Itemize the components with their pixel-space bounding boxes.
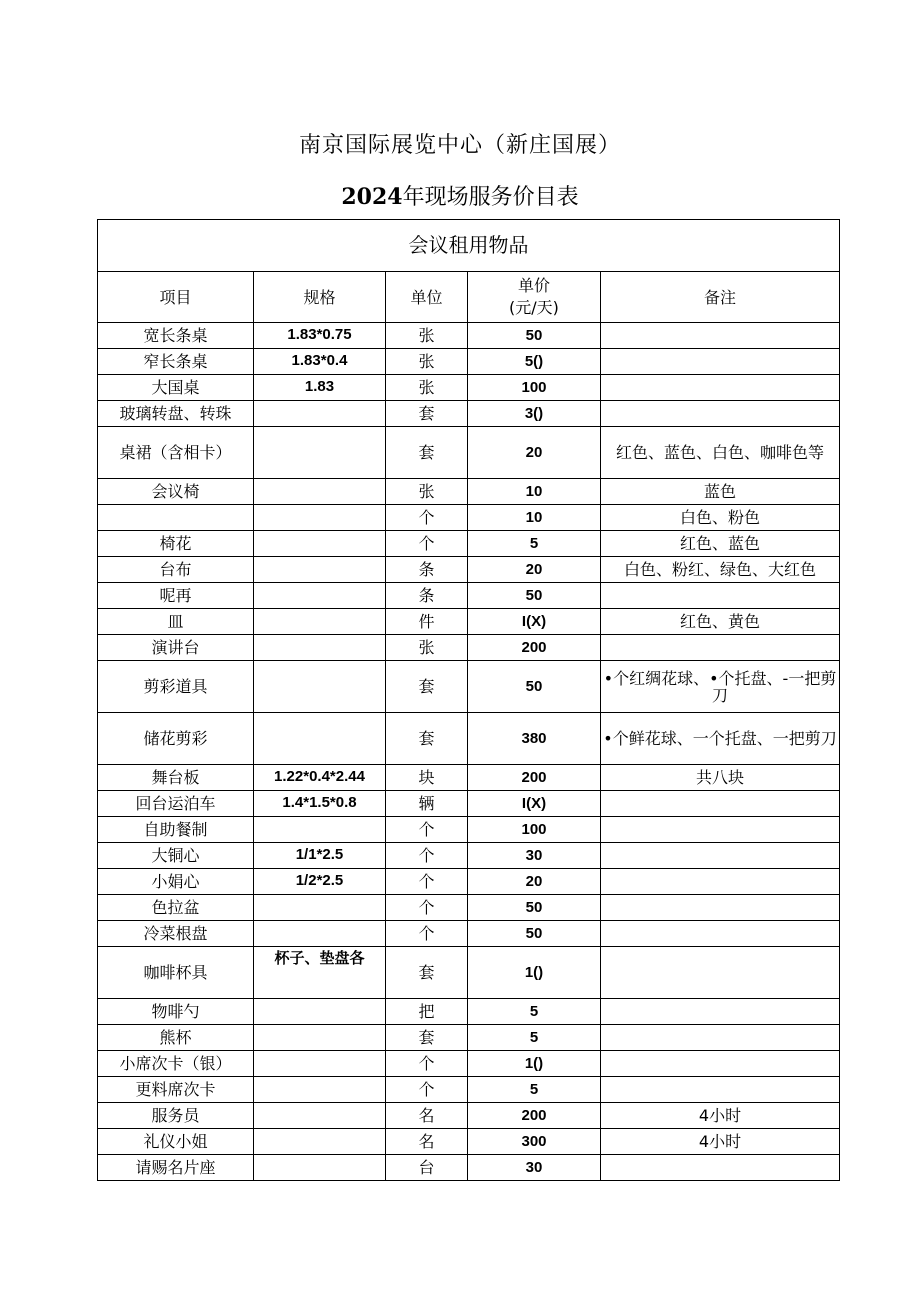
row-unit: 个	[386, 1077, 468, 1103]
row-note	[601, 583, 840, 609]
row-spec	[254, 1103, 386, 1129]
row-item: 自助餐制	[98, 817, 254, 843]
row-price: 50	[468, 323, 601, 349]
row-spec	[254, 713, 386, 765]
row-spec	[254, 1025, 386, 1051]
row-spec	[254, 999, 386, 1025]
row-unit: 个	[386, 895, 468, 921]
row-item: 呢再	[98, 583, 254, 609]
row-note: •个红绸花球、•个托盘、-一把剪刀	[601, 661, 840, 713]
row-price: 5	[468, 531, 601, 557]
row-price: 30	[468, 1155, 601, 1181]
row-price: 100	[468, 817, 601, 843]
row-note	[601, 869, 840, 895]
table-row	[98, 1129, 840, 1155]
row-unit: 套	[386, 713, 468, 765]
row-price: I(X)	[468, 609, 601, 635]
subtitle-text: 年现场服务价目表	[402, 185, 579, 210]
row-unit: 台	[386, 1155, 468, 1181]
table-row	[98, 583, 840, 609]
table-row	[98, 713, 840, 765]
row-note: 4小时	[601, 1129, 840, 1155]
row-price: 10	[468, 479, 601, 505]
row-price: 50	[468, 661, 601, 713]
row-note: 共八块	[601, 765, 840, 791]
table-row	[98, 895, 840, 921]
row-spec: 1.4*1.5*0.8	[254, 791, 386, 817]
row-item: 窄长条桌	[98, 349, 254, 375]
row-spec	[254, 427, 386, 479]
row-unit: 个	[386, 531, 468, 557]
category-header: 会议租用物品	[98, 220, 840, 272]
row-spec	[254, 609, 386, 635]
table-row	[98, 427, 840, 479]
row-item: 皿	[98, 609, 254, 635]
row-item: 咖啡杯具	[98, 947, 254, 999]
row-unit: 张	[386, 349, 468, 375]
table-row	[98, 661, 840, 713]
row-note	[601, 895, 840, 921]
table-row	[98, 349, 840, 375]
row-note: 4小时	[601, 1103, 840, 1129]
table-row	[98, 635, 840, 661]
row-item: 小娟心	[98, 869, 254, 895]
table-row	[98, 765, 840, 791]
row-spec	[254, 583, 386, 609]
row-item: 桌裙（含相卡）	[98, 427, 254, 479]
row-note: 蓝色	[601, 479, 840, 505]
row-spec: 1.83	[254, 375, 386, 401]
row-unit: 条	[386, 583, 468, 609]
table-row	[98, 1051, 840, 1077]
row-price: I(X)	[468, 791, 601, 817]
row-unit: 张	[386, 323, 468, 349]
table-row	[98, 479, 840, 505]
row-note	[601, 843, 840, 869]
row-note: •个鲜花球、一个托盘、一把剪刀	[601, 713, 840, 765]
row-spec	[254, 1155, 386, 1181]
row-note: 白色、粉色	[601, 505, 840, 531]
row-spec: 杯子、垫盘各	[254, 947, 386, 999]
row-unit: 个	[386, 921, 468, 947]
row-spec: 1.83*0.75	[254, 323, 386, 349]
row-unit: 个	[386, 843, 468, 869]
table-row	[98, 609, 840, 635]
row-price: 3()	[468, 401, 601, 427]
row-item: 宽长条桌	[98, 323, 254, 349]
row-spec	[254, 557, 386, 583]
row-note	[601, 791, 840, 817]
row-item: 小席次卡（银）	[98, 1051, 254, 1077]
row-item: 台布	[98, 557, 254, 583]
row-spec	[254, 895, 386, 921]
row-item: 更料席次卡	[98, 1077, 254, 1103]
row-spec	[254, 401, 386, 427]
row-note	[601, 401, 840, 427]
table-row	[98, 1103, 840, 1129]
row-item: 椅花	[98, 531, 254, 557]
row-item: 会议椅	[98, 479, 254, 505]
row-unit: 套	[386, 947, 468, 999]
row-note	[601, 1051, 840, 1077]
row-price: 200	[468, 765, 601, 791]
row-price: 50	[468, 583, 601, 609]
row-price: 50	[468, 921, 601, 947]
table-row	[98, 323, 840, 349]
table-row	[98, 1025, 840, 1051]
subtitle-year: 2024	[341, 184, 403, 210]
table-row	[98, 999, 840, 1025]
row-unit: 套	[386, 427, 468, 479]
row-spec	[254, 661, 386, 713]
row-item: 大国桌	[98, 375, 254, 401]
header-price-label: 单价	[517, 276, 550, 295]
table-row	[98, 817, 840, 843]
header-item: 项目	[98, 272, 254, 323]
row-price: 20	[468, 869, 601, 895]
row-unit: 个	[386, 1051, 468, 1077]
row-item: 熊杯	[98, 1025, 254, 1051]
row-spec: 1/1*2.5	[254, 843, 386, 869]
row-price: 5()	[468, 349, 601, 375]
row-item: 物啡勺	[98, 999, 254, 1025]
row-item: 回台运泊车	[98, 791, 254, 817]
row-price: 100	[468, 375, 601, 401]
row-price: 20	[468, 557, 601, 583]
row-note	[601, 947, 840, 999]
row-note	[601, 817, 840, 843]
row-item	[98, 505, 254, 531]
table-row	[98, 1077, 840, 1103]
row-unit: 张	[386, 635, 468, 661]
row-item: 舞台板	[98, 765, 254, 791]
row-price: 200	[468, 1103, 601, 1129]
row-note: 红色、蓝色、白色、咖啡色等	[601, 427, 840, 479]
row-unit: 个	[386, 817, 468, 843]
row-note	[601, 1077, 840, 1103]
row-price: 50	[468, 895, 601, 921]
row-price: 200	[468, 635, 601, 661]
row-unit: 个	[386, 505, 468, 531]
row-price: 30	[468, 843, 601, 869]
table-row	[98, 869, 840, 895]
row-price: 1()	[468, 947, 601, 999]
table-row	[98, 921, 840, 947]
row-note	[601, 999, 840, 1025]
row-note	[601, 1025, 840, 1051]
row-unit: 把	[386, 999, 468, 1025]
row-item: 大铜心	[98, 843, 254, 869]
row-unit: 件	[386, 609, 468, 635]
document-title: 南京国际展览中心（新庄国展）	[298, 133, 621, 158]
row-spec	[254, 921, 386, 947]
row-item: 冷菜根盘	[98, 921, 254, 947]
row-price: 1()	[468, 1051, 601, 1077]
header-spec: 规格	[254, 272, 386, 323]
row-note	[601, 1155, 840, 1181]
row-item: 储花剪彩	[98, 713, 254, 765]
row-item: 礼仪小姐	[98, 1129, 254, 1155]
header-unit: 单位	[386, 272, 468, 323]
row-price: 380	[468, 713, 601, 765]
row-spec: 1.22*0.4*2.44	[254, 765, 386, 791]
table-row	[98, 843, 840, 869]
document-subtitle	[0, 180, 920, 211]
row-note: 红色、蓝色	[601, 531, 840, 557]
row-price: 5	[468, 1025, 601, 1051]
row-unit: 条	[386, 557, 468, 583]
row-price: 300	[468, 1129, 601, 1155]
row-item: 剪彩道具	[98, 661, 254, 713]
table-row	[98, 401, 840, 427]
row-note: 白色、粉红、绿色、大红色	[601, 557, 840, 583]
row-price: 5	[468, 999, 601, 1025]
row-item: 玻璃转盘、转珠	[98, 401, 254, 427]
table-row	[98, 947, 840, 999]
row-item: 请赐名片座	[98, 1155, 254, 1181]
row-unit: 套	[386, 1025, 468, 1051]
header-price	[468, 272, 601, 323]
row-note	[601, 375, 840, 401]
row-spec	[254, 505, 386, 531]
row-unit: 套	[386, 661, 468, 713]
row-note	[601, 921, 840, 947]
row-note	[601, 349, 840, 375]
row-spec	[254, 1129, 386, 1155]
row-item: 色拉盆	[98, 895, 254, 921]
row-price: 20	[468, 427, 601, 479]
row-spec	[254, 1051, 386, 1077]
row-note: 红色、黄色	[601, 609, 840, 635]
row-spec: 1/2*2.5	[254, 869, 386, 895]
row-note	[601, 323, 840, 349]
row-item: 服务员	[98, 1103, 254, 1129]
row-item: 演讲台	[98, 635, 254, 661]
row-unit: 个	[386, 869, 468, 895]
row-spec	[254, 635, 386, 661]
row-spec: 1.83*0.4	[254, 349, 386, 375]
row-unit: 套	[386, 401, 468, 427]
row-price: 10	[468, 505, 601, 531]
table-row	[98, 375, 840, 401]
row-unit: 张	[386, 479, 468, 505]
table-row	[98, 791, 840, 817]
row-spec	[254, 817, 386, 843]
header-price-unit: (元/天)	[509, 298, 559, 317]
row-spec	[254, 1077, 386, 1103]
table-row	[98, 531, 840, 557]
row-unit: 辆	[386, 791, 468, 817]
header-note: 备注	[601, 272, 840, 323]
table-row	[98, 557, 840, 583]
row-note	[601, 635, 840, 661]
table-row	[98, 505, 840, 531]
row-unit: 名	[386, 1129, 468, 1155]
row-price: 5	[468, 1077, 601, 1103]
row-spec	[254, 531, 386, 557]
row-unit: 张	[386, 375, 468, 401]
row-unit: 名	[386, 1103, 468, 1129]
row-spec	[254, 479, 386, 505]
price-table	[97, 219, 840, 1181]
row-unit: 块	[386, 765, 468, 791]
table-row	[98, 1155, 840, 1181]
